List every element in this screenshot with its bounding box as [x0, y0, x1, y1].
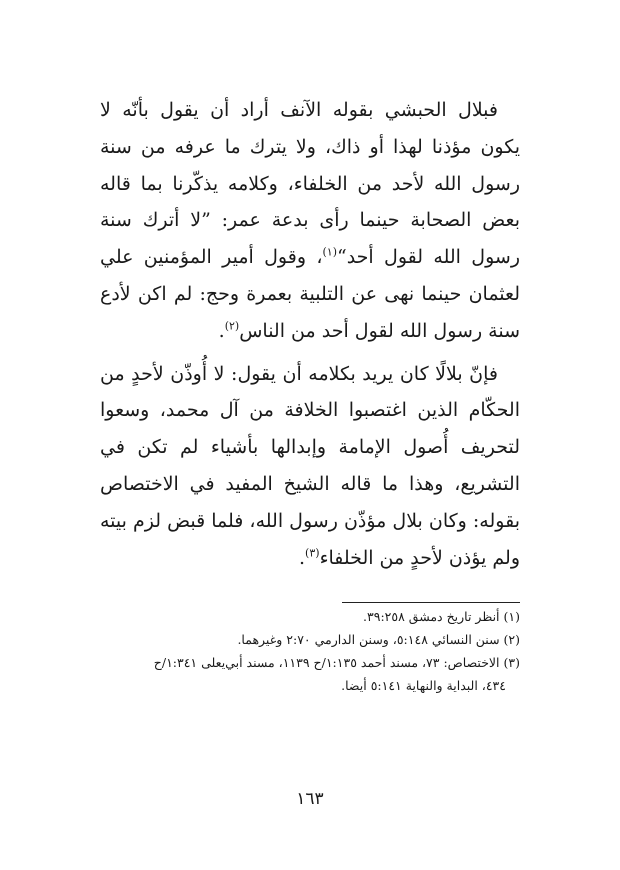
page-number: ١٦٣	[296, 789, 324, 809]
paragraph-2-text-b: .	[299, 546, 306, 569]
footnote-ref-3: (٣)	[305, 546, 320, 560]
paragraph-2	[100, 356, 520, 577]
main-text	[100, 92, 520, 576]
footnote-2: (٢) سنن النسائي ٥:١٤٨، وسنن الدارمي ٢:٧٠ وغيرهما.	[237, 632, 520, 647]
paragraph-1-text-c: .	[218, 319, 225, 342]
footnote-ref-2: (٢)	[224, 319, 240, 333]
paragraph-2-text-a: فإنّ بلالًا كان يريد بكلامه أن يقول: لا أُوذّن لأحدٍ من الحكّام الذين اغتصبوا الخلافة من آل محمد، وسعوا لتحريف أُصول الإمامة وإبدالها بأشياء لم تكن في التشريع، وهذا ما قاله الشيخ المفيد في الاختصاص بقوله: وكان بلال مؤذّن رسول الله، فلما قبض لزم بيته ولم يؤذن لأحدٍ من الخلفاء	[100, 362, 520, 569]
footnotes	[88, 605, 520, 697]
footnote-separator	[342, 602, 520, 603]
footnote-3-continuation: ٤٣٤، البداية والنهاية ٥:١٤١ أيضا.	[341, 678, 506, 693]
footnote-ref-1: (١)	[322, 245, 337, 259]
paragraph-1-text-b: ، وقول أمير المؤمنين علي لعثمان حينما نهى عن التلبية بعمرة وحج: لم اكن لأدع سنة رسول الله لقول أحد من الناس	[100, 246, 520, 342]
paragraph-1	[100, 92, 520, 350]
footnote-1: (١) أنظر تاريخ دمشق ٣٩:٢٥٨.	[363, 609, 520, 624]
paragraph-1-text-a: فبلال الحبشي بقوله الآنف أراد أن يقول بأنّه لا يكون مؤذنا لهذا أو ذاك، ولا يترك ما عرفه من سنة رسول الله لأحد من الخلفاء، وكلامه يذكّرنا بما قاله بعض الصحابة حينما رأى بدعة عمر: ”لا أترك سنة رسول الله لقول أحد“	[100, 99, 521, 269]
footnote-3: (٣) الاختصاص: ٧٣، مسند أحمد ١:١٣٥/ح ١١٣٩، مسند أبي‌يعلى ١:٣٤١/ح	[153, 655, 520, 670]
